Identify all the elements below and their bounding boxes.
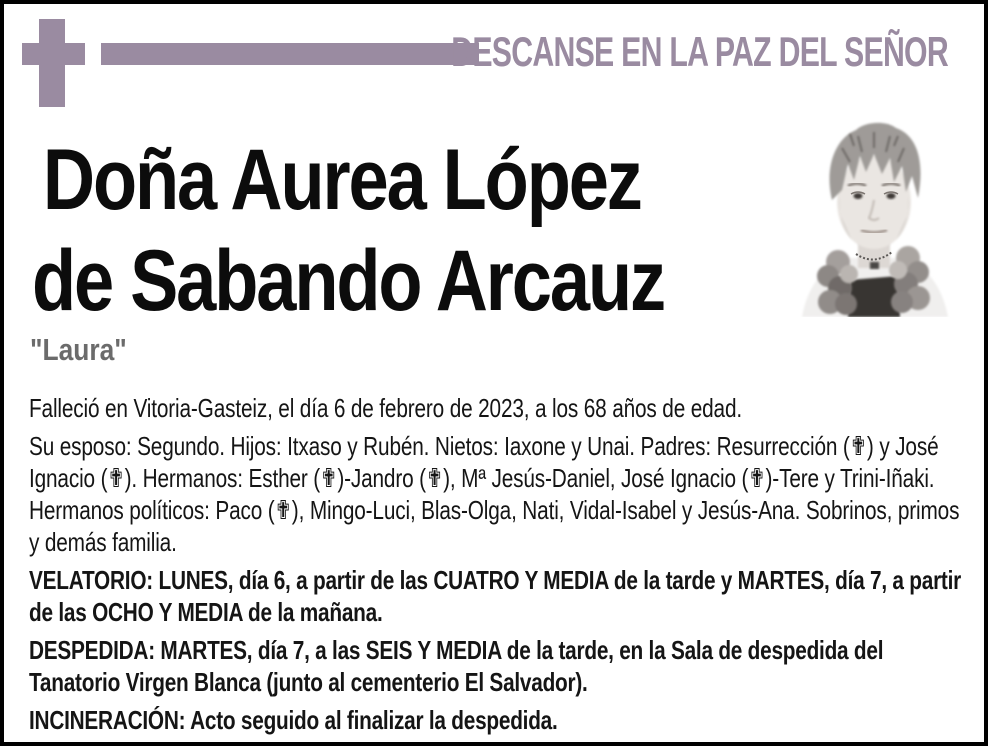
deceased-nickname: "Laura"	[30, 332, 127, 367]
header-motto: DESCANSE EN LA PAZ DEL SEÑOR	[451, 28, 948, 75]
wake-paragraph: VELATORIO: LUNES, día 6, a partir de las CUATRO Y MEDIA de la tarde y MARTES, día 7, a partir de las OCHO Y MEDIA de la mañana.	[29, 565, 962, 627]
portrait-photo	[794, 104, 954, 317]
header-rule	[101, 43, 479, 65]
death-notice-paragraph: Falleció en Vitoria-Gasteiz, el día 6 de febrero de 2023, a los 68 años de edad.	[29, 393, 742, 423]
deceased-name-line2: de Sabando Arcauz	[32, 233, 664, 329]
deceased-name-line1: Doña Aurea López	[42, 132, 641, 228]
deceased-name	[32, 130, 664, 332]
cremation-paragraph: INCINERACIÓN: Acto seguido al finalizar la despedida.	[29, 705, 558, 735]
obituary-body	[29, 392, 964, 742]
latin-cross-icon	[22, 19, 85, 107]
farewell-paragraph: DESPEDIDA: MARTES, día 7, a las SEIS Y MEDIA de la tarde, en la Sala de despedida del Tanatorio Virgen Blanca (junto al cementerio El Salvador).	[29, 635, 884, 697]
family-paragraph: Su esposo: Segundo. Hijos: Itxaso y Rubén. Nietos: Iaxone y Unai. Padres: Resurrección (✟) y José Ignacio (✟). Hermanos: Esther (✟)-Jandro (✟), Mª Jesús-Daniel, José Ignacio (✟)-Tere y Trini-Iñaki. Hermanos políticos: Paco (✟), Mingo-Luci, Blas-Olga, Nati, Vidal-Isabel y Jesús-Ana. Sobrinos, primos y demás familia.	[29, 431, 960, 557]
